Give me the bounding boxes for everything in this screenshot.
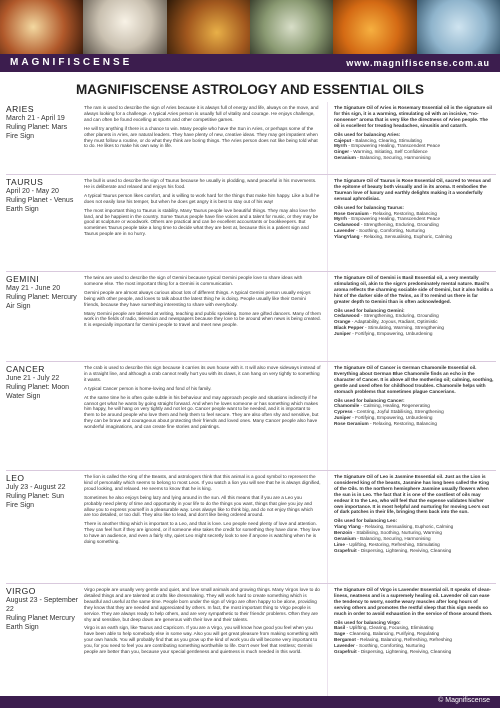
ruling-planet: Ruling Planet Mercury xyxy=(6,615,75,622)
sign-row-aries xyxy=(6,102,496,175)
oil-name: YlangYlang xyxy=(334,234,360,240)
oil-name: Grapefruit xyxy=(334,547,357,553)
signature-oil-text: The Signature Oil of Virgo is Lavender Essential oil. It speaks of clean-liness, neatness and is a supremely healing oil. Lavender oil can ease the tendency to worry, soothe weary muscles after long hours of serving others and promotes the restful sleep that this sign needs so much in order to avoid exhaustion in the service of those around them. xyxy=(334,587,493,616)
oil-benefit: - Balancing, Clearing, Stimulating xyxy=(351,137,422,143)
oil-benefit: - Soothing, Comforting, Nurturing xyxy=(354,228,425,234)
ruling-planet: Ruling Planet - Venus xyxy=(6,197,74,204)
signature-oil-text: The Signature Oil of Cancer is German Chamomile Essential oil. Everything about German Blue Chamomile finds an echo in the character of Cancer. It is above all the mothering oil; calming, soothing, gentle and used often for childhood troubles. Chamomile helps with stomach problems that sometimes plague Cancerians. xyxy=(334,365,494,394)
sign-description xyxy=(78,584,327,699)
oil-item xyxy=(334,234,494,240)
sign-name: VIRGO xyxy=(6,586,36,596)
oil-benefit: - Uplifting, Clearing, Focusing, Eliminating xyxy=(345,625,434,631)
oil-benefit: - Centring, Joyful Stabilising, Strengthening xyxy=(352,409,444,415)
oil-benefit: - Fortifying, Empowering, Unburdening xyxy=(350,415,433,421)
description-paragraph: A typical Taurus person likes comfort, and is willing to work hard for the things that make him happy. Like a bull he does not easily lose his temper, but when he does get angry it is best to stay out of his way! xyxy=(84,192,320,204)
header-photo-strip xyxy=(0,0,500,54)
oil-name: Myrrh xyxy=(334,143,348,149)
oil-benefit: - Calming, Healing, Regenerating xyxy=(359,403,430,409)
oil-name: Grapefruit xyxy=(334,649,357,655)
oil-name: Myrrh xyxy=(334,216,348,222)
sign-dates: April 20 - May 20 xyxy=(6,188,59,195)
sign-info xyxy=(6,102,78,174)
description-paragraph: A typical Cancer person is home-loving and fond of his family. xyxy=(84,385,212,391)
sign-info xyxy=(6,362,78,470)
oil-name: Geranium xyxy=(334,155,356,161)
oil-name: Ylang Ylang xyxy=(334,524,361,530)
sign-dates: May 21 - June 20 xyxy=(6,285,61,292)
oil-benefit: - Uplifting, Restoring, Refreshing, Stimulating xyxy=(344,541,440,547)
sign-description xyxy=(78,272,327,361)
sign-row-taurus xyxy=(6,175,496,272)
oils-list xyxy=(334,313,494,337)
oil-name: Ginger xyxy=(334,149,350,155)
oil-benefit: - Soothing, Comforting, Nurturing xyxy=(354,643,425,649)
description-paragraph: There is another thing which is important to a Leo, and that is love. Leo people need plenty of love and attention. They can feel hurt if they are ignored, or if someone else takes the credit for something they have done. They love to have an audience, and even a fairly shy, quiet Leo might secretly look to see if anyone is watching when he is doing something. xyxy=(84,521,321,545)
oil-benefit: - Balancing, Securing, Harmonising xyxy=(355,155,431,161)
oil-benefit: - Warming, Initiating, Self Confidence xyxy=(349,149,428,155)
sign-name: GEMINI xyxy=(6,274,40,284)
copyright-text: © Magnifiscense xyxy=(438,697,490,704)
sign-info xyxy=(6,584,78,699)
oil-benefit: - Dispersing, Lightening, Reviving, Cleansing xyxy=(356,649,452,655)
ruling-planet: Ruling Planet: Moon xyxy=(6,384,70,391)
signature-oil-text: The Signature Oil of Leo is Jasmine Essential oil. Just as the Lion is considered king of the beasts, Jasmine has long been called the King of the Oils. In the northern hemisphere Jasmine usually flowers when the sun is in Leo. The fact that it is one of the costliest of oils may endear it to the Leo, who will feel that the expense validates his/her own importance. It is most helpful and nurturing for moving Leo's out of dark patches in their life, bringing them back into the sun. xyxy=(334,474,490,515)
oil-benefit: - Relaxing, Restoring, Balancing xyxy=(368,421,437,427)
oil-benefit: - Strengthening, Enduring, Grounding xyxy=(359,313,439,319)
sign-info xyxy=(6,471,78,583)
sign-info xyxy=(6,272,78,361)
sign-element: Fire Sign xyxy=(6,502,35,509)
sign-name: CANCER xyxy=(6,364,45,374)
oils-column xyxy=(327,175,496,271)
oil-benefit: - Relaxing, Restoring, Balancing xyxy=(368,210,437,216)
sign-description xyxy=(78,362,327,470)
header-photo xyxy=(333,0,416,54)
brand-bar xyxy=(0,54,500,72)
oil-name: Cypress xyxy=(334,409,353,415)
oil-name: Juniper xyxy=(334,415,351,421)
header-photo xyxy=(417,0,500,54)
oil-item xyxy=(334,155,494,161)
oil-benefit: - Cleansing, Balancing, Purifying, Regulating xyxy=(345,631,440,637)
ruling-planet: Ruling Planet: Mars xyxy=(6,124,68,131)
description-paragraph: The bull is used to describe the sign of Taurus because he usually is plodding, wand peaceful in his movements. He is deliberate and relaxed and enjoys his food. xyxy=(84,178,317,189)
description-paragraph: Many Gemini people are talented at writing, teaching and public speaking. Some are gifted dancers. Many of them work in the fields of radio, television and newspapers because they love to be around when news is being created. It is especially important for Gemini people to travel and meet new people. xyxy=(84,310,321,328)
brand-name: MAGNIFISCENSE xyxy=(10,57,133,68)
oil-name: Cedarwood xyxy=(334,313,360,319)
oil-benefit: - Relaxing, Sensualising, Euphoric, Calming xyxy=(360,524,454,530)
header-photo xyxy=(167,0,250,54)
sign-table xyxy=(6,102,496,700)
oils-column xyxy=(327,272,496,361)
oil-name: Benzoin xyxy=(334,530,353,536)
oils-column xyxy=(327,102,496,174)
oils-list-heading: Oils used for balancing Gemini: xyxy=(334,307,405,313)
oil-name: Rose Geranium xyxy=(334,210,369,216)
header-photo xyxy=(250,0,333,54)
sign-row-cancer xyxy=(6,362,496,471)
oils-column xyxy=(327,362,496,470)
oil-name: Rose Geranium xyxy=(334,421,369,427)
sign-description xyxy=(78,102,327,174)
oil-name: Chamomile xyxy=(334,403,360,409)
sign-description xyxy=(78,175,327,271)
oil-benefit: - Balancing, Securing, Harmonising xyxy=(355,536,431,542)
sign-name: TAURUS xyxy=(6,177,44,187)
oils-list-heading: Oils used for balancing Taurus: xyxy=(334,204,404,210)
oil-benefit: - Relaxing, Sensualising, Euphoric, Calming xyxy=(359,234,453,240)
oil-name: Basil xyxy=(334,625,346,631)
sign-dates: June 21 - July 22 xyxy=(6,375,60,382)
description-paragraph: Sometimes he also enjoys being lazy and lying around in the sun. All this means that if you are a Leo you probably need plenty of time and opportunity in your life to do the things you want, things that give you joy and allow you to express yourself in a pleasurable way. Leos always like to think big, and do not enjoy things which are too detailed, or too dull. They also like to lead, and don't like being ordered around. xyxy=(84,494,313,518)
oil-benefit: - Adaptability, Joyous, Radiant, Optimistic xyxy=(350,319,438,325)
signature-oil-text: The Signature Oil of Taurus is Rose Essential Oil, sacred to Venus and the epitome of beauty both visually and in its aroma. It embodies the Taurean love of luxury and earthly delights making it a wonderfully sensual aphrodisiac. xyxy=(334,178,491,201)
ruling-planet: Ruling Planet: Sun xyxy=(6,493,64,500)
sign-description xyxy=(78,471,327,583)
description-paragraph: The most important thing to Taurus is stability. Many Taurus people love beautiful things. They may also love the land, and be happiest in the country. Some Taurus people have fine voices and a talent for music, or they may be good at sculpture or woodwork. Others are practical and can be excellent accountants or bookkeepers. But sometimes Taurus people take a long time to decide what they are best at, because this is a patient sign and Taurus people are in no hurry. xyxy=(84,207,319,237)
sign-element: Earth Sign xyxy=(6,624,39,631)
description-paragraph: The lion is called the King of the Beasts, and astrologers think that this animal is a good symbol to represent the kind of personality which seems to belong to most Leos. If you watch a lion you will see that he is always dignified, proud looking, and relaxed. He seems to know that he is king. xyxy=(84,474,321,491)
oil-name: Cajeput xyxy=(334,137,352,143)
oil-item xyxy=(334,649,494,655)
sign-name: ARIES xyxy=(6,104,35,114)
sign-element: Air Sign xyxy=(6,303,31,310)
description-paragraph: The crab is used to describe this sign because it carries its own house with it. It will also move sideways instead of in a straight line, and although a crab cannot really hurt you with its claws, it can hang on very tightly to something it wants. xyxy=(84,365,321,382)
oil-benefit: - Stabilising, Soothing, Nurturing, Warming xyxy=(352,530,442,536)
sign-element: Water Sign xyxy=(6,393,41,400)
sign-row-gemini xyxy=(6,272,496,362)
brand-url[interactable]: www.magnifiscense.com.au xyxy=(346,58,490,68)
description-paragraph: The ram is used to describe the sign of Aries because it is always full of energy and life, always on the move, and always looking for a challenge. A typical Aries person is usually full of vitality and courage. He enjoys challenge, and can often be found excelling at sports and other competitive games. xyxy=(84,105,319,122)
description-paragraph: Gemini people are almost always curious about lots of different things. A typical Gemini person usually enjoys being with other people, and loves to talk about the latest thing he is doing. People usually like their Gemini friends, because they have something interesting to share with everybody. xyxy=(84,289,311,307)
oil-item xyxy=(334,421,494,427)
oil-benefit: - Empowering Healing, Transcendent Peace xyxy=(347,216,441,222)
oils-list xyxy=(334,211,494,241)
oil-name: Juniper xyxy=(334,331,351,337)
sign-dates: August 23 - September 22 xyxy=(6,597,78,613)
oil-benefit: - Empowering Healing, Transcendent Peace xyxy=(347,143,441,149)
page-title: MAGNIFISCENSE ASTROLOGY AND ESSENTIAL OILS xyxy=(75,82,425,97)
oils-list xyxy=(334,625,494,655)
header-photo xyxy=(0,0,83,54)
sign-name: LEO xyxy=(6,473,25,483)
oil-benefit: - Stimulating, Warming, Strengthening xyxy=(363,325,445,331)
sign-info xyxy=(6,175,78,271)
oil-item xyxy=(334,331,494,337)
description-paragraph: The twins are used to describe the sign of Gemini because typical Gemini people love to share ideas with someone else. The most important thing for a Gemini is communication. xyxy=(84,275,303,286)
oil-name: Bergamot xyxy=(334,637,356,643)
oil-benefit: - Strengthening, Enduring, Grounding xyxy=(359,222,439,228)
description-paragraph: Virgo is an earth sign, like Taurus and Capricorn. If you are a Virgo, you will know how good you feel when you have been able to help somebody else in some way. Also you will get great pleasure from making something with your own hands. You will probably find that as you grow up the kind of work you do will become very important to you, for you need to feel you are contributing something worthwhile to life. Don't ever feel that restless; Gemini people are better than you, because your special gentleness and quietness is much needed in this world. xyxy=(84,625,319,655)
oils-list xyxy=(334,524,494,554)
description-paragraph: At the same time he is often quite subtle in his behaviour and may approach people and situations indirectly if he cannot get what he wants by going straight forward. And when he loves someone or has something which makes him happy, he will hang on very tightly and not let go. Cancer people want to be needed, and it is important to them to be around people who love them and help them to feel secure. They are also often shy and sensitive, but they can be brave and courageous about protecting their friends and loved ones. Many Cancer people also have wonderful imaginations, and can create fine stories and paintings. xyxy=(84,394,319,430)
sign-row-leo xyxy=(6,471,496,584)
signature-oil-text: The Signature Oil of Gemini is Basil Essential oil, a very mentally stimulating oil, akin to the sign's predominately mental nature. Basil's aroma reflects the charming sociable side of Gemini, but it also holds a hint of the darker side of the Twins, as if to remind us there is far greater depth to Gemini than is often acknowledged. xyxy=(334,275,493,304)
ruling-planet: Ruling Planet: Mercury xyxy=(6,294,77,301)
footer-bar xyxy=(0,696,500,708)
oils-column xyxy=(327,471,496,583)
oils-list xyxy=(334,403,494,427)
oils-list-heading: Oils used for balancing Leo: xyxy=(334,518,398,524)
oil-name: Lime xyxy=(334,541,345,547)
sign-dates: July 23 - August 22 xyxy=(6,484,66,491)
oil-name: Orange xyxy=(334,319,351,325)
oil-name: Black Pepper xyxy=(334,325,364,331)
signature-oil-text: The Signature Oil of Aries is Rosemary Essential oil is the signature oil for this sign, it is a warming, stimulating oil with an incisive, "no-nonsense" aroma that is very like the directness of Arien people. The oil is excellent for treating headaches, sinusitis and catarrh. xyxy=(334,105,492,128)
description-paragraph: He will try anything if there is a chance to win. Many people who have the Sun in Aries, or perhaps some of the other planets in Aries, are natural leaders. They have plenty of new, creative ideas. They may get impatient when they must follow a routine, or do what they think are boring things. The Aries person does not like being told what to do. He likes to make his own way in life. xyxy=(84,125,318,149)
oils-column xyxy=(327,584,496,699)
oil-item xyxy=(334,548,494,554)
sign-element: Fire Sign xyxy=(6,133,35,140)
oils-list-heading: Oils used for balancing Virgo: xyxy=(334,619,401,625)
oils-list-heading: Oils used for balancing Cancer: xyxy=(334,397,405,403)
oils-list xyxy=(334,138,494,162)
oil-name: Sage xyxy=(334,631,346,637)
oil-benefit: - Fortifying, Empowering, Unburdening xyxy=(350,331,433,337)
sign-element: Earth Sign xyxy=(6,206,39,213)
oil-benefit: - Relaxing, Balancing, Refreshing, Refreshing xyxy=(355,637,453,643)
oil-name: Lavender xyxy=(334,228,355,234)
sign-row-virgo xyxy=(6,584,496,700)
oil-name: Geranium xyxy=(334,536,356,542)
description-paragraph: Virgo people are usually very gentle and quiet, and love small animals and growing things. Many Virgos love to do detailed things and are talented at crafts like dressmaking. They will work hard to create something which is beautiful and useful at the same time. People born under the sign of Virgo are often happy to be alone, providing they know that they are needed and appreciated by others. In fact, the most important thing to Virgo people is service. They are always ready to help others, and are very sympathetic to their friends' problems. Often they are shy and sensitive, but deep down are generous with their love and their talents. xyxy=(84,587,320,622)
sign-dates: March 21 - April 19 xyxy=(6,115,65,122)
oils-list-heading: Oils used for balancing Aries: xyxy=(334,131,401,137)
oil-name: Lavender xyxy=(334,643,355,649)
oil-benefit: - Dispersing, Lightening, Reviving, Cleansing xyxy=(356,547,452,553)
oil-name: Cedarwood xyxy=(334,222,360,228)
header-photo xyxy=(83,0,166,54)
